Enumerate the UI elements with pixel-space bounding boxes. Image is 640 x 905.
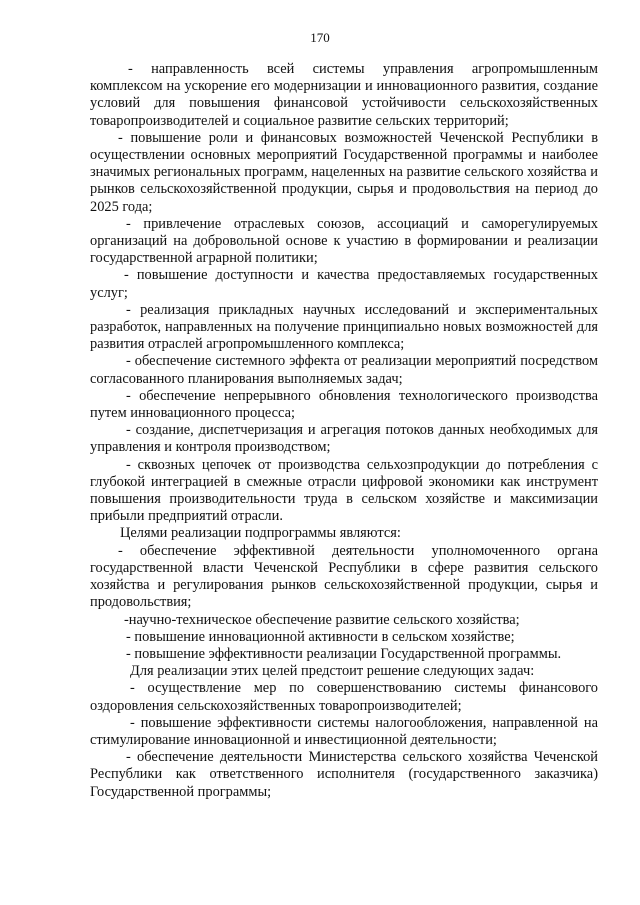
paragraph: - направленность всей системы управления агропромышленным комплексом на ускорение его модернизации и инновационного развития, создание условий для повышения финансовой устойчивости сельскохозяйственных товаропроизводителей и социальное развитие сельских территорий; [90,61,598,129]
paragraph: - обеспечение деятельности Министерства сельского хозяйства Чеченской Республики как ответственного исполнителя (государственного заказчика) Государственной программы; [90,749,598,800]
paragraph: - сквозных цепочек от производства сельхозпродукции до потребления с глубокой интеграцией в смежные отрасли цифровой экономики как инструмент повышения производительности труда в сельском хозяйстве и максимизации прибыли предприятий отрасли. [90,456,598,525]
paragraph: - повышение инновационной активности в сельском хозяйстве; [126,628,515,645]
paragraph: -научно-техническое обеспечение развитие сельского хозяйства; [124,611,520,628]
paragraph: - обеспечение эффективной деятельности уполномоченного органа государственной власти Чеченской Республики в сфере развития сельского хозяйства и регулирования рынков сельскохозяйственной продукции, сырья и продовольствия; [90,542,598,611]
paragraph: - повышение эффективности реализации Государственной программы. [126,645,562,662]
paragraph: - повышение доступности и качества предоставляемых государственных услуг; [90,267,598,301]
paragraph: - обеспечение системного эффекта от реализации мероприятий посредством согласованного планирования выполняемых задач; [90,353,598,387]
paragraph: - создание, диспетчеризация и агрегация потоков данных необходимых для управления и контроля производством; [90,422,598,456]
document-body [90,61,598,801]
paragraph: - осуществление мер по совершенствованию системы финансового оздоровления сельскохозяйственных товаропроизводителей; [90,680,598,714]
paragraph: - обеспечение непрерывного обновления технологического производства путем инновационного процесса; [90,387,598,422]
paragraph: - привлечение отраслевых союзов, ассоциаций и саморегулируемых организаций на добровольной основе к участию в формировании и реализации государственной аграрной политики; [90,215,598,267]
paragraph: Для реализации этих целей предстоит решение следующих задач: [130,663,535,680]
paragraph: - повышение роли и финансовых возможностей Чеченской Республики в осуществлении основных мероприятий Государственной программы и наиболее значимых региональных программ, нацеленных на развитие сельского хозяйства и рынков сельскохозяйственной продукции, сырья и продовольствия на период до 2025 года; [90,129,598,215]
paragraph: Целями реализации подпрограммы являются: [120,525,401,542]
page-number: 170 [310,30,330,45]
paragraph: - повышение эффективности системы налогообложения, направленной на стимулирование инновационной и инвестиционной деятельности; [90,714,598,748]
paragraph: - реализация прикладных научных исследований и экспериментальных разработок, направленных на получение принципиально новых возможностей для развития отраслей агропромышленного комплекса; [90,301,598,353]
